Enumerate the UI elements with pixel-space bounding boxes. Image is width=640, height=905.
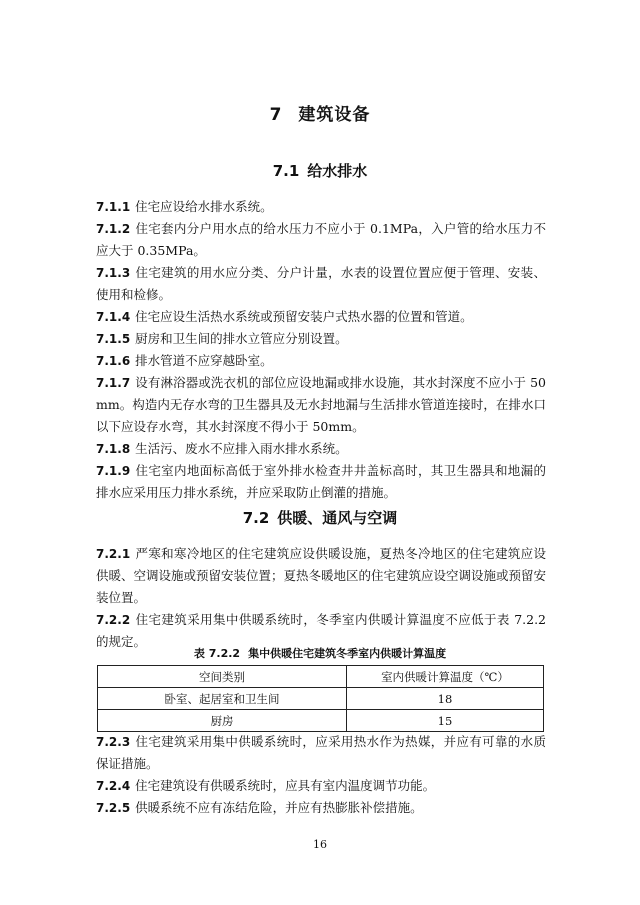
- clause-text: 住宅应设给水排水系统。: [135, 199, 273, 214]
- clause-number: 7.2.4: [96, 779, 131, 793]
- clause-number: 7.2.5: [96, 801, 131, 815]
- clause-7-2-5: [96, 797, 546, 819]
- clause-text: 住宅建筑设有供暖系统时，应具有室内温度调节功能。: [135, 778, 436, 793]
- clause-text: 住宅套内分户用水点的给水压力不应小于 0.1MPa，入户管的给水压力不应大于 0.35MPa。: [96, 221, 546, 258]
- section-title-7-2: [0, 507, 640, 529]
- clause-number: 7.1.4: [96, 310, 131, 324]
- clause-7-1-5: [96, 328, 546, 350]
- clause-number: 7.2.1: [96, 547, 131, 561]
- clause-text: 住宅应设生活热水系统或预留安装户式热水器的位置和管道。: [135, 309, 473, 324]
- clause-number: 7.1.8: [96, 442, 131, 456]
- clause-text: 住宅室内地面标高低于室外排水检查井井盖标高时，其卫生器具和地漏的排水应采用压力排水系统，并应采取防止倒灌的措施。: [96, 463, 546, 500]
- table-cell: 厨房: [98, 710, 347, 732]
- clause-7-2-4: [96, 775, 546, 797]
- clause-text: 排水管道不应穿越卧室。: [135, 353, 273, 368]
- clause-number: 7.2.3: [96, 735, 131, 749]
- clause-7-1-9: [96, 460, 546, 504]
- table-caption-number: 表 7.2.2: [193, 647, 241, 660]
- chapter-title-text: 建筑设备: [298, 105, 371, 125]
- section-number: 7.1: [272, 162, 300, 180]
- clause-number: 7.1.3: [96, 266, 131, 280]
- page-number: 16: [313, 838, 327, 851]
- heating-temperature-table: [97, 665, 544, 732]
- clause-7-1-1: [96, 196, 546, 218]
- clause-number: 7.1.9: [96, 464, 131, 478]
- table-header-cell: 空间类别: [98, 666, 347, 688]
- clause-number: 7.1.7: [96, 376, 131, 390]
- clause-number: 7.2.2: [96, 613, 131, 627]
- table-caption-title: 集中供暖住宅建筑冬季室内供暖计算温度: [248, 647, 447, 660]
- table-row: [98, 688, 544, 710]
- clause-7-1-2: [96, 218, 546, 262]
- clause-7-1-4: [96, 306, 546, 328]
- clause-number: 7.1.5: [96, 332, 131, 346]
- table-header-row: [98, 666, 544, 688]
- section-title-7-1: [0, 160, 640, 182]
- clause-number: 7.1.2: [96, 222, 131, 236]
- clause-7-1-7: [96, 372, 546, 438]
- clause-7-2-3: [96, 731, 546, 775]
- table-header-cell: 室内供暖计算温度（℃）: [347, 666, 544, 688]
- clause-text: 住宅建筑的用水应分类、分户计量，水表的设置位置应便于管理、安装、使用和检修。: [96, 265, 546, 302]
- clause-text: 住宅建筑采用集中供暖系统时，冬季室内供暖计算温度不应低于表 7.2.2 的规定。: [96, 612, 546, 649]
- table-row: [98, 710, 544, 732]
- table-caption: [0, 646, 640, 662]
- clause-7-1-3: [96, 262, 546, 306]
- clause-text: 生活污、废水不应排入雨水排水系统。: [135, 441, 348, 456]
- clause-number: 7.1.6: [96, 354, 131, 368]
- section-title-text: 供暖、通风与空调: [277, 509, 398, 527]
- clause-text: 住宅建筑采用集中供暖系统时，应采用热水作为热媒，并应有可靠的水质保证措施。: [96, 734, 546, 771]
- clause-text: 供暖系统不应有冻结危险，并应有热膨胀补偿措施。: [135, 800, 423, 815]
- clause-text: 设有淋浴器或洗衣机的部位应设地漏或排水设施，其水封深度不应小于 50mm。构造内无存水弯的卫生器具及无水封地漏与生活排水管道连接时，在排水口以下应设存水弯，其水封深度不得小于 50mm。: [96, 375, 546, 434]
- section-number: 7.2: [242, 509, 270, 527]
- table-cell: 18: [347, 688, 544, 710]
- clause-number: 7.1.1: [96, 200, 131, 214]
- table-cell: 卧室、起居室和卫生间: [98, 688, 347, 710]
- clause-7-2-1: [96, 543, 546, 609]
- clause-7-1-6: [96, 350, 546, 372]
- clause-7-1-8: [96, 438, 546, 460]
- chapter-title: [0, 103, 640, 127]
- section-title-text: 给水排水: [307, 162, 368, 180]
- clause-text: 严寒和寒冷地区的住宅建筑应设供暖设施，夏热冬冷地区的住宅建筑应设供暖、空调设施或预留安装位置；夏热冬暖地区的住宅建筑应设空调设施或预留安装位置。: [96, 546, 547, 605]
- chapter-number: 7: [269, 105, 283, 125]
- clause-text: 厨房和卫生间的排水立管应分别设置。: [135, 331, 348, 346]
- table-cell: 15: [347, 710, 544, 732]
